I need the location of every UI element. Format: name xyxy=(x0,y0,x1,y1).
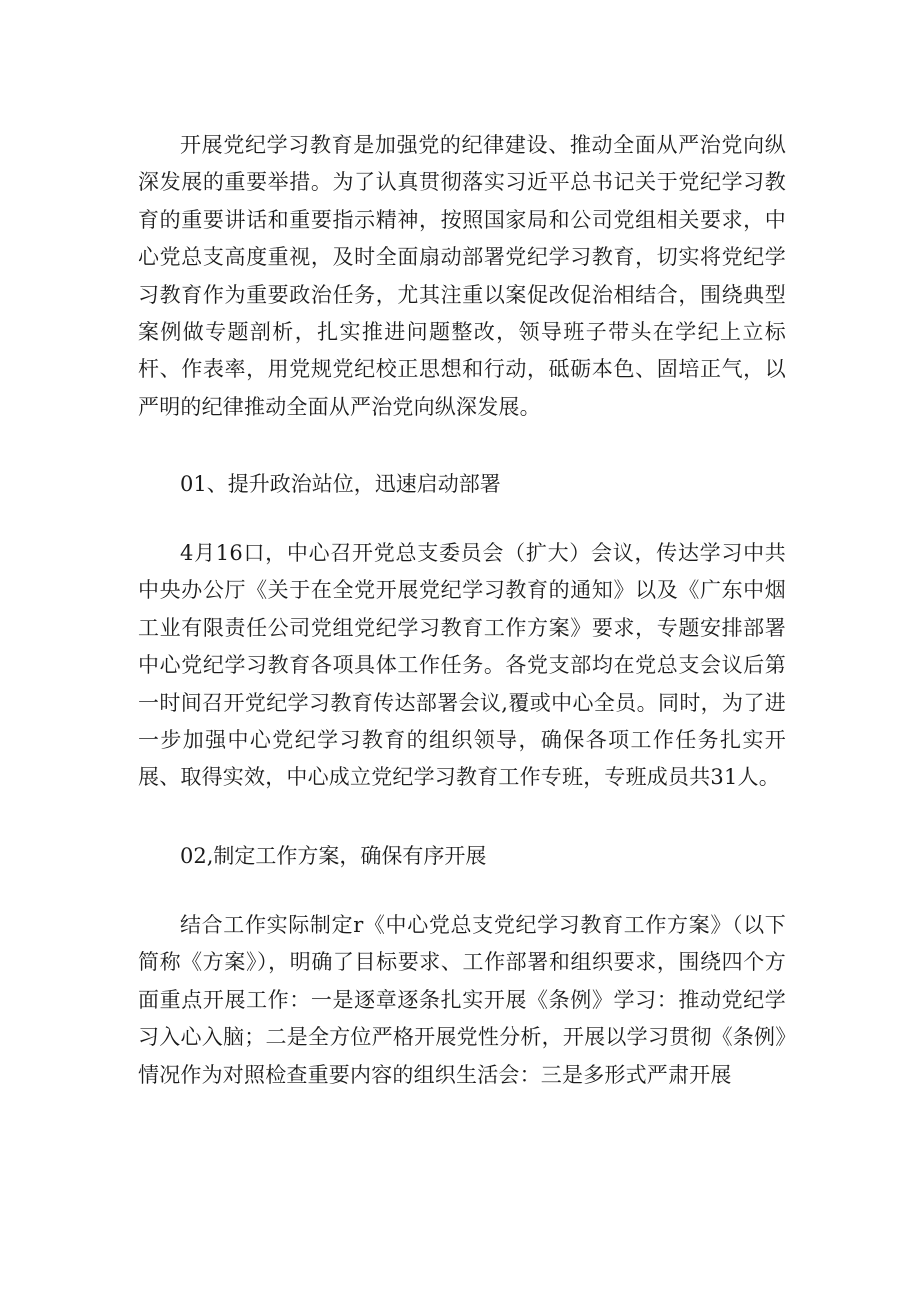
section-heading-01: 01、提升政治站位，迅速启动部署 xyxy=(180,472,501,496)
section-body-02: 结合工作实际制定r《中心党总支党纪学习教育工作方案》（以下简称《方案》），明确了目标要求、工作部署和组织要求，围绕四个方面重点开展工作：一是逐章逐条扎实开展《条例》学习：推动党纪学习入心入脑；二是全方位严格开展党性分析，开展以学习贯彻《条例》情况作为对照检查重要内容的组织生活会：三是多形式严肃开展 xyxy=(138,913,786,1087)
section-body-01: 4月16口，中心召开党总支委员会（扩大）会议，传达学习中共中央办公厅《关于在全党开展党纪学习教育的通知》以及《广东中烟工业有限责任公司党组党纪学习教育工作方案》要求，专题安排部署中心党纪学习教育各项具体工作任务。各党支部均在党总支会议后第一时间召开党纪学习教育传达部署会议,覆或中心全员。同时，为了进一步加强中心党纪学习教育的组织领导，确保各项工作任务扎实开展、取得实效，中心成立党纪学习教育工作专班，专班成员共31人。 xyxy=(138,541,786,790)
section-heading-02: 02,制定工作方案，确保有序开展 xyxy=(180,844,487,868)
intro-paragraph: 开展党纪学习教育是加强党的纪律建设、推动全面从严治党向纵深发展的重要举措。为了认真贯彻落实习近平总书记关于党纪学习教育的重要讲话和重要指示精神，按照国家局和公司党组相关要求，中心党总支高度重视，及时全面扇动部署党纪学习教育，切实将党纪学习教育作为重要政治任务，尤其注重以案促改促治相结合，围绕典型案例做专题剖析，扎实推进问题整改，领导班子带头在学纪上立标杆、作表率，用党规党纪校正思想和行动，砥砺本色、固培正气，以严明的纪律推动全面从严治党向纵深发展。 xyxy=(138,133,786,419)
